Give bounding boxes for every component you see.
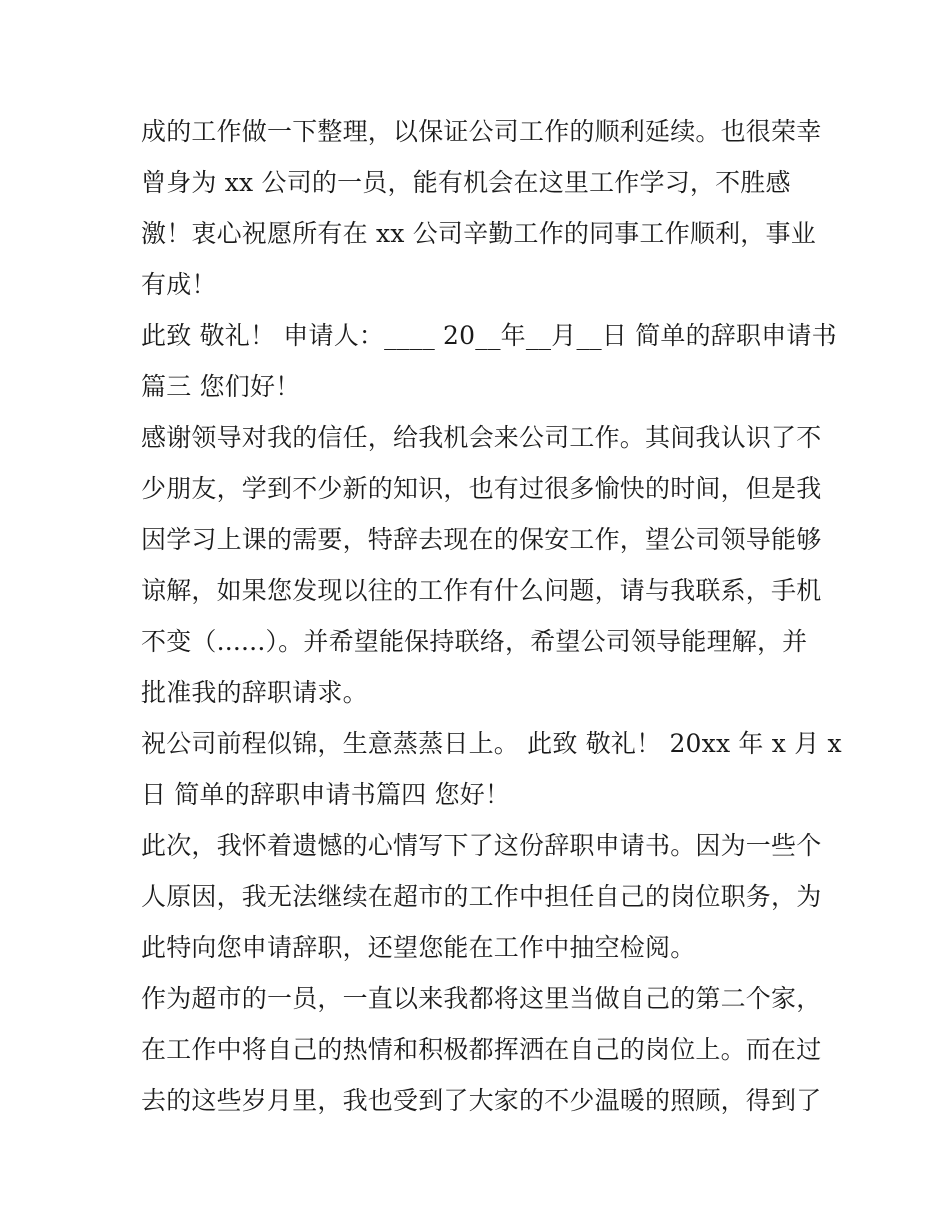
text-line: 有成！ [141, 270, 217, 299]
text-line: 日 简单的辞职申请书篇四 您好！ [141, 780, 511, 809]
text-line: 作为超市的一员，一直以来我都将这里当做自己的第二个家， [141, 984, 822, 1013]
text-line: 激！衷心祝愿所有在 xx 公司辛勤工作的同事工作顺利，事业 [141, 219, 816, 248]
text-line: 批准我的辞职请求。 [141, 678, 368, 707]
text-line: 谅解，如果您发现以往的工作有什么问题，请与我联系，手机 [141, 576, 822, 605]
text-line: 在工作中将自己的热情和积极都挥洒在自己的岗位上。而在过 [141, 1035, 822, 1064]
text-line: 曾身为 xx 公司的一员，能有机会在这里工作学习，不胜感 [141, 168, 791, 197]
text-line: 祝公司前程似锦，生意蒸蒸日上。 此致 敬礼！ 20xx 年 x 月 x [141, 729, 842, 758]
document-body [141, 106, 842, 1126]
text-line: 篇三 您们好！ [141, 372, 301, 401]
text-line: 感谢领导对我的信任，给我机会来公司工作。其间我认识了不 [141, 423, 822, 452]
text-line: 此致 敬礼！ 申请人：____ 20__年__月__日 简单的辞职申请书 [141, 321, 837, 350]
text-line: 少朋友，学到不少新的知识，也有过很多愉快的时间，但是我 [141, 474, 822, 503]
text-line: 人原因，我无法继续在超市的工作中担任自己的岗位职务，为 [141, 882, 822, 911]
text-line: 成的工作做一下整理，以保证公司工作的顺利延续。也很荣幸 [141, 117, 822, 146]
text-line: 因学习上课的需要，特辞去现在的保安工作，望公司领导能够 [141, 525, 822, 554]
text-line: 此次，我怀着遗憾的心情写下了这份辞职申请书。因为一些个 [141, 831, 822, 860]
text-line: 此特向您申请辞职，还望您能在工作中抽空检阅。 [141, 933, 696, 962]
text-line: 不变（......）。并希望能保持联络，希望公司领导能理解，并 [141, 627, 808, 656]
text-line: 去的这些岁月里，我也受到了大家的不少温暖的照顾，得到了 [141, 1086, 822, 1115]
